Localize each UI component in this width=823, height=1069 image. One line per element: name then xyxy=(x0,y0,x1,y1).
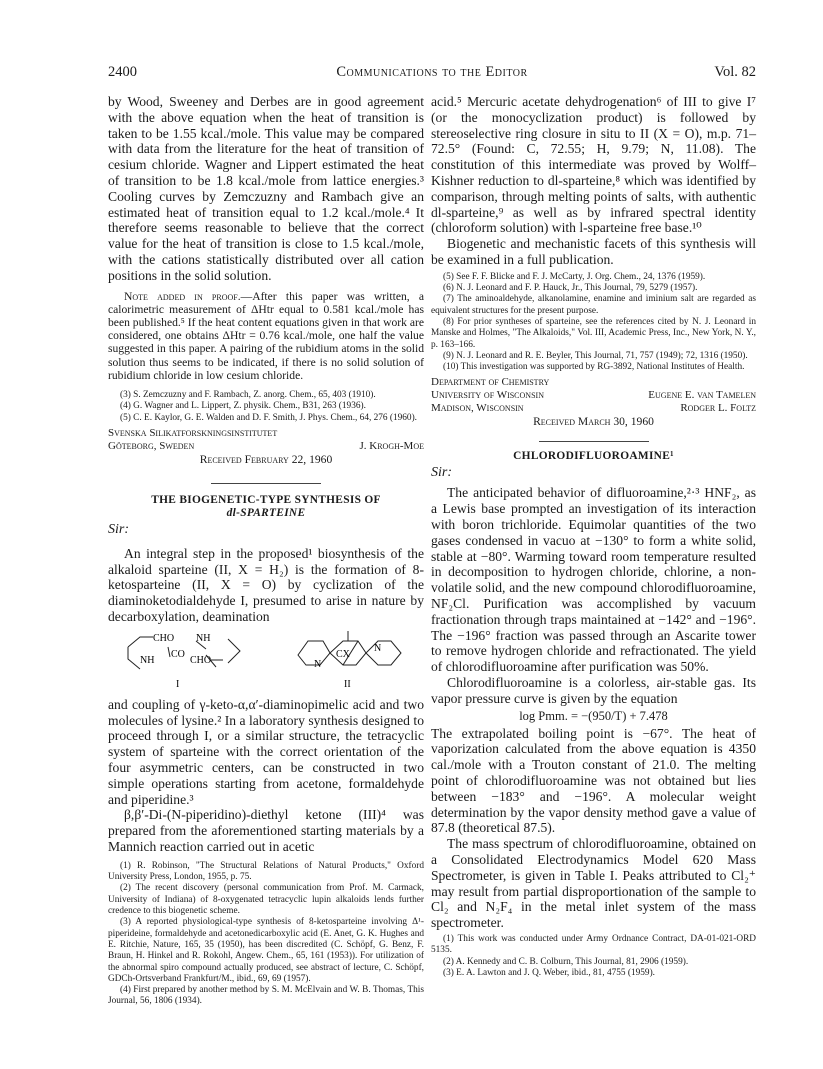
n-label: N xyxy=(374,642,382,654)
note-added-in-proof xyxy=(108,290,424,382)
received-date: Received March 30, 1960 xyxy=(533,415,654,429)
footnote: (9) N. J. Leonard and R. E. Beyler, This Journal, 71, 757 (1949); 72, 1316 (1950). xyxy=(443,350,748,361)
affiliation-line: Madison, Wisconsin Rodger L. Foltz xyxy=(431,402,756,415)
note-label: Note added in proof. xyxy=(124,289,241,303)
footnotes-block xyxy=(431,272,756,374)
article-title: CHLORODIFLUOROAMINE¹ xyxy=(513,450,674,463)
body-paragraph: β,β′-Di-(N-piperidino)-diethyl ketone (III)⁴ was prepared from the aforementioned starting materials by a Mannich reaction carried out in acetic xyxy=(108,807,424,855)
author-name: J. Krogh-Moe xyxy=(359,439,424,452)
salutation: Sir: xyxy=(108,521,129,537)
footnote: (3) E. A. Lawton and J. Q. Weber, ibid., 81, 4755 (1959). xyxy=(443,967,655,978)
structure-II-label: II xyxy=(344,678,351,690)
footnote: (2) A. Kennedy and C. B. Colburn, This Journal, 81, 2906 (1959). xyxy=(443,956,689,967)
affiliation-line: Department of Chemistry xyxy=(431,376,550,389)
salutation: Sir: xyxy=(431,465,452,481)
page-number: 2400 xyxy=(108,64,137,80)
footnotes-block xyxy=(108,861,424,1008)
body-paragraph: and coupling of γ-keto-α,α′-diaminopimelic acid and two molecules of lysine.² In a laboratory synthesis designed to proceed through I, or a similar structure, the tetracyclic system of sparteine with the correct orientation of the four asymmetric centers, can be constructed in two simple operations starting from acetone, formaldehyde and piperidine.³ xyxy=(108,696,424,807)
cx-label: CX xyxy=(336,648,350,660)
article-title-line2: dl-SPARTEINE xyxy=(226,506,306,519)
footnote: (10) This investigation was supported by RG-3892, National Institutes of Health. xyxy=(443,362,745,373)
chemical-structures xyxy=(108,627,424,695)
running-title: Communications to the Editor xyxy=(336,64,528,80)
footnote: (7) The aminoaldehyde, alkanolamine, enamine and iminium salt are regarded as equivalent structures for the present purpose. xyxy=(431,294,756,316)
right-column xyxy=(431,94,756,979)
affiliation-line: University of Wisconsin Eugene E. van Tamelen xyxy=(431,389,756,402)
footnote: (3) A reported physiological-type synthesis of 8-ketosparteine involving Δ¹-piperideine, formaldehyde and acetonedicarboxylic acid (E. Anet, G. K. Hughes and E. Ritchie, Nature, 165, 35 (1950), has been discredited (C. Schöpf, G. Benz, F. Braun, H. Hinkel and R. Rokohl, Angew. Chem., 65, 161 (1953)). For utilization of the abnormal spiro compound actually produced, see abstract of lecture, C. Schöpf, GDCh-Ortsverband Frankfurt/M., ibid., 69, 69 (1957). xyxy=(108,917,424,984)
author-name: Eugene E. van Tamelen xyxy=(648,389,756,402)
page-header xyxy=(108,64,756,84)
footnote: (3) S. Zemczuzny and F. Rambach, Z. anorg. Chem., 65, 403 (1910). xyxy=(120,389,376,400)
body-paragraph: The anticipated behavior of difluoroamine,²·³ HNF₂, as a Lewis base prompted an investigation of its interaction with boron trichloride. Equimolar quantities of the two gases condensed in vacuo at −130° to form a white solid, stable at −80°. Warming toward room temperature resulted in decomposition to hydrogen chloride, chlorine, a non-volatile solid, and the new compound chlorodifluoroamine, NF₂Cl. Purification was accomplished by vacuum fractionation through traps maintained at −142° and −196°. The −196° fraction was passed through an Ascarite tower to remove hydrogen chloride and refractionated. The yield of chlorodifluoroamine after purification was 50%. xyxy=(431,485,756,675)
footnote: (4) First prepared by another method by S. M. McElvain and W. B. Thomas, This Journal, 56, 1806 (1934). xyxy=(108,985,424,1007)
left-column xyxy=(108,94,424,1008)
article-title: THE BIOGENETIC-TYPE SYNTHESIS OF xyxy=(151,493,381,506)
author-name: Rodger L. Foltz xyxy=(680,402,756,415)
volume-label: Vol. 82 xyxy=(714,64,756,80)
body-paragraph: acid.⁵ Mercuric acetate dehydrogenation⁶ of III to give I⁷ (or the monocyclization product) is followed by stereoselective ring closure in situ to II (X = O), m.p. 71–72.5° (Found: C, 72.55; H, 9.79; N, 11.08). The constitution of this intermediate was proved by Wolff–Kishner reduction to dl-sparteine,⁸ which was identified by comparison, through melting points of salts, with authentic dl-sparteine,⁹ as well as by infrared spectral identity (chloroform solution) with l-sparteine free base.¹⁰ xyxy=(431,94,756,236)
received-date: Received February 22, 1960 xyxy=(199,452,333,466)
footnote: (2) The recent discovery (personal communication from Prof. M. Carmack, University of Indiana) of 8-oxygenated tetracyclic lupin alkaloids lends further credence to this biogenetic scheme. xyxy=(108,883,424,917)
footnote: (5) See F. F. Blicke and F. J. McCarty, J. Org. Chem., 24, 1376 (1959). xyxy=(443,271,706,282)
footnote: (4) G. Wagner and L. Lippert, Z. physik. Chem., B31, 263 (1936). xyxy=(120,401,366,412)
cho-label: CHO xyxy=(153,632,175,644)
nh-label: NH xyxy=(140,654,155,666)
footnotes-block xyxy=(431,934,756,979)
n-label: N xyxy=(314,658,322,670)
nh-label: NH xyxy=(196,632,211,644)
co-label: CO xyxy=(171,648,185,660)
footnotes-block xyxy=(108,390,424,424)
footnote: (5) C. E. Kaylor, G. E. Walden and D. F. Smith, J. Phys. Chem., 64, 276 (1960). xyxy=(120,412,417,423)
footnote: (1) This work was conducted under Army Ordnance Contract, DA-01-021-ORD 5135. xyxy=(431,933,756,956)
structure-I-label: I xyxy=(176,678,180,690)
affiliation-line: Göteborg, Sweden J. Krogh-Moe xyxy=(108,439,424,452)
body-paragraph: The mass spectrum of chlorodifluoroamine, obtained on a Consolidated Electrodynamics Model 620 Mass Spectrometer, is given in Table I. Peaks attributed to Cl₂⁺ may result from partial disproportionation of the sample to Cl₂ and N₂F₄ in the metal inlet system of the mass spectrometer. xyxy=(431,836,756,931)
footnote: (8) For prior syntheses of sparteine, see the references cited by N. J. Leonard in Manske and Holmes, "The Alkaloids," Vol. III, Academic Press, Inc., New York, N. Y., p. 163–166. xyxy=(431,316,756,350)
body-paragraph: An integral step in the proposed¹ biosynthesis of the alkaloid sparteine (II, X = H₂) is the formation of 8-ketosparteine (II, X = O) by cyclization of the diaminoketodialdehyde I, presumed to arise in nature by decarboxylation, deamination xyxy=(108,545,424,625)
note-text: —After this paper was written, a calorimetric measurement of ΔHtr equal to 0.581 kcal./mole has been published.⁵ If the heat content equations given in that work are considered, one obtains ΔHtr = 0.76 kcal./mole, one half the value suggested in this paper. A pairing of the rubidium atoms in the solid solution thus seems to be indicated, if there is no solid solution of rubidium chloride in low cesium chloride. xyxy=(108,289,424,382)
body-paragraph: The extrapolated boiling point is −67°. The heat of vaporization calculated from the above equation is 4350 cal./mole with a Trouton constant of 21.0. The melting point of chlorodifluoroamine was not obtained but lies between −183° and −196°. A molecular weight determination by the vapor density method gave a value of 87.8 (theoretical 87.5). xyxy=(431,725,756,836)
affiliation-line: Svenska Silikatforskningsinstitutet xyxy=(108,426,278,439)
vapor-pressure-equation: log Pmm. = −(950/T) + 7.478 xyxy=(519,708,668,723)
footnote: (1) R. Robinson, "The Structural Relations of Natural Products," Oxford University Press, London, 1955, p. 75. xyxy=(108,860,424,883)
footnote: (6) N. J. Leonard and F. P. Hauck, Jr., This Journal, 79, 5279 (1957). xyxy=(443,283,698,294)
cho-label: CHO xyxy=(190,654,212,666)
body-paragraph: Biogenetic and mechanistic facets of this synthesis will be examined in a full publication. xyxy=(431,236,756,267)
body-paragraph: by Wood, Sweeney and Derbes are in good agreement with the above equation when the heat of transition is taken to be 1.55 kcal./mole. This value may be compared with data from the literature for the heat of transition of cesium chloride. Wagner and Lippert estimated the heat of transition to be 1.8 kcal./mole from lattice energies.³ Cooling curves by Zemczuzny and Rambach give an estimated heat of transition equal to 1.2 kcal./mole.⁴ It therefore seems reasonable to believe that the correct value for the heat of transition is close to 1.5 kcal./mole, with the cations statistically distributed over all cation positions in the solid solution. xyxy=(108,94,424,283)
body-paragraph: Chlorodifluoroamine is a colorless, air-stable gas. Its vapor pressure curve is given by the equation xyxy=(431,675,756,706)
structure-diagram xyxy=(108,627,424,695)
